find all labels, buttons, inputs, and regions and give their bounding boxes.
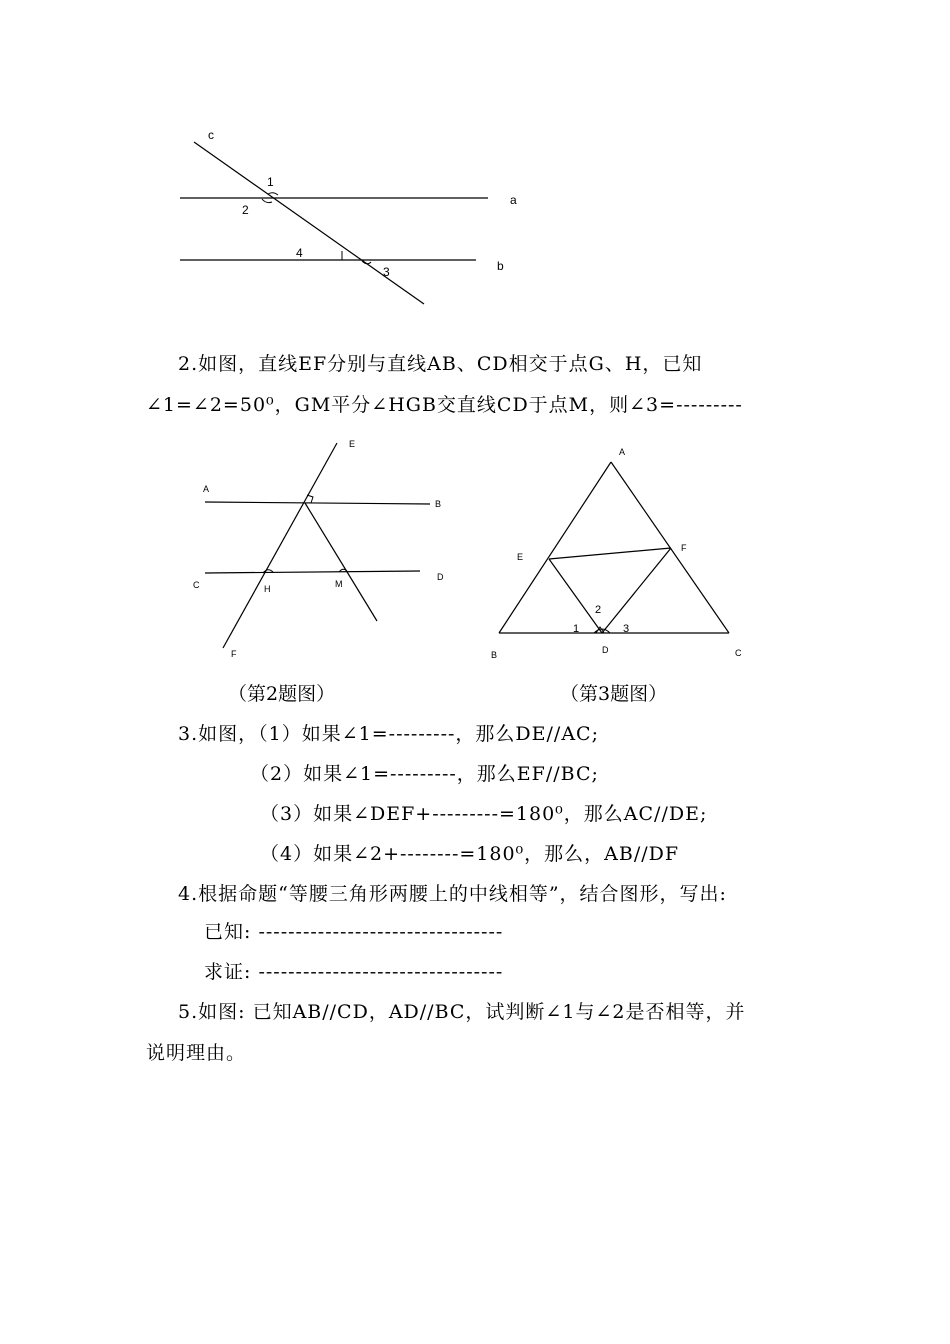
segment-ED — [549, 559, 602, 633]
q3-part-2: （2）如果∠1=---------，那么EF//BC; — [250, 763, 599, 785]
label-b: b — [497, 259, 504, 273]
q4-given: 已知: --------------------------------- — [204, 921, 504, 943]
figure-3 — [485, 440, 755, 665]
q2-line-2: ∠1=∠2=50⁰，GM平分∠HGB交直线CD于点M，则∠3=--------- — [146, 394, 743, 416]
transversal-c — [194, 142, 424, 304]
q5-line-1: 5.如图: 已知AB//CD，AD//BC，试判断∠1与∠2是否相等，并 — [178, 1001, 746, 1023]
label-E: E — [349, 439, 356, 449]
q3-intro: 3.如图，（1）如果∠1=---------，那么DE//AC; — [178, 723, 599, 745]
label-M: M — [335, 579, 343, 589]
label-2: 2 — [242, 203, 249, 217]
label-1: 1 — [573, 623, 580, 635]
label-A: A — [203, 484, 210, 494]
line-EF — [223, 443, 337, 648]
label-a: a — [510, 193, 517, 207]
q4-line-1: 4.根据命题“等腰三角形两腰上的中线相等”，结合图形，写出: — [178, 883, 727, 905]
q4-prove: 求证: --------------------------------- — [204, 961, 504, 983]
label-F: F — [231, 649, 237, 659]
q3-part-3: （3）如果∠DEF+---------=180⁰，那么AC//DE; — [260, 803, 708, 825]
label-B: B — [435, 499, 442, 509]
label-D: D — [602, 645, 609, 655]
label-D: D — [437, 572, 444, 582]
label-F: F — [681, 543, 687, 553]
caption-figure-2: （第2题图） — [228, 683, 336, 705]
label-4: 4 — [296, 246, 303, 260]
line-AB — [205, 502, 430, 504]
caption-figure-3: （第3题图） — [560, 683, 668, 705]
label-C: C — [735, 648, 742, 658]
segment-FD — [602, 548, 671, 633]
label-c: c — [208, 128, 214, 142]
label-B: B — [491, 650, 498, 660]
label-2: 2 — [595, 604, 602, 616]
label-3: 3 — [383, 265, 390, 279]
angle-2-arc — [262, 199, 272, 203]
line-CD — [205, 571, 420, 573]
q3-part-4: （4）如果∠2+--------=180⁰，那么，AB//DF — [260, 843, 680, 865]
label-1: 1 — [267, 175, 274, 189]
label-C: C — [193, 580, 200, 590]
label-H: H — [264, 584, 271, 594]
q5-line-2: 说明理由。 — [146, 1042, 247, 1064]
line-GM — [305, 503, 377, 621]
label-3: 3 — [623, 623, 630, 635]
q2-line-1: 2.如图，直线EF分别与直线AB、CD相交于点G、H，已知 — [178, 353, 703, 375]
figure-2 — [185, 435, 460, 665]
label-A: A — [619, 447, 626, 457]
segment-EF — [549, 548, 671, 559]
figure-1-parallel-lines — [170, 120, 540, 320]
label-E: E — [517, 552, 524, 562]
